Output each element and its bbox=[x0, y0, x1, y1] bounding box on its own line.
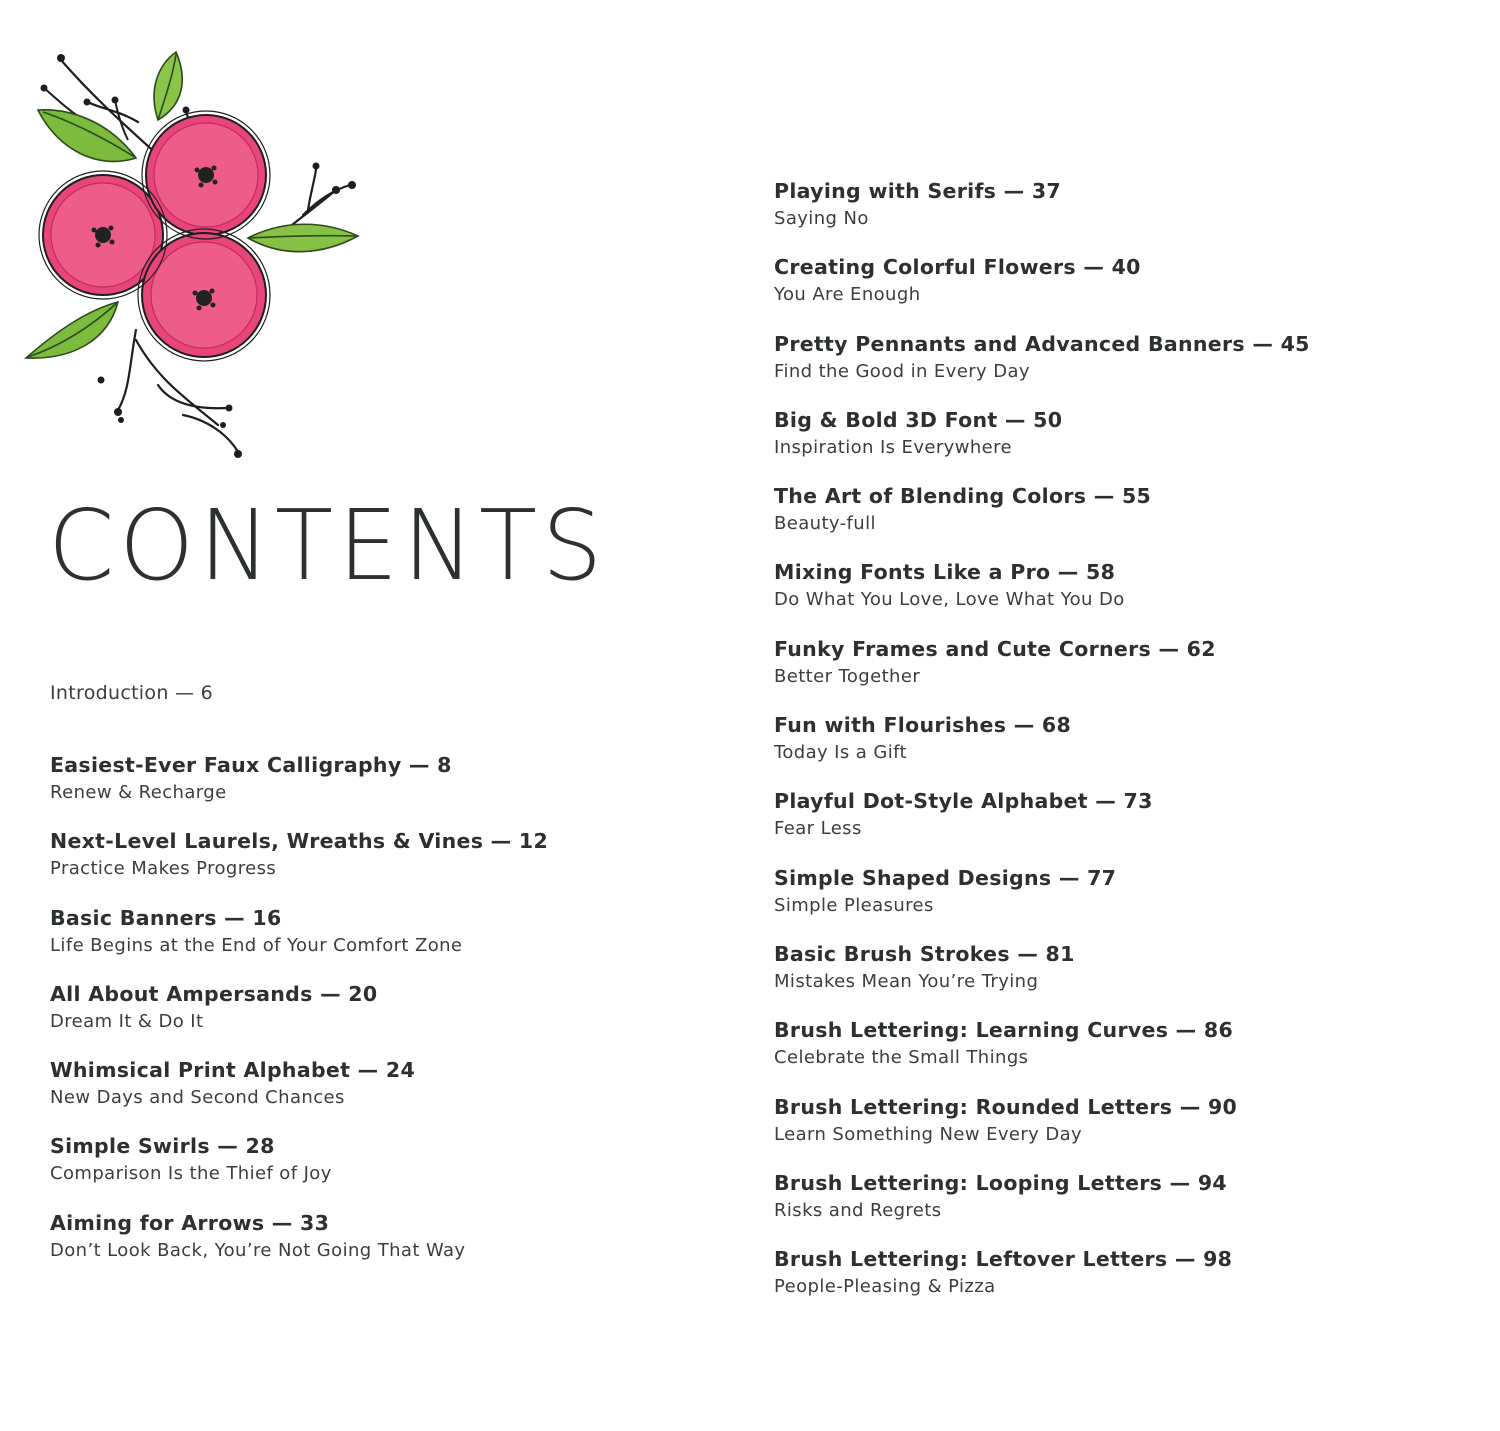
entry-title: Basic Banners — 16 bbox=[50, 905, 282, 930]
entry-title: Aiming for Arrows — 33 bbox=[50, 1210, 330, 1235]
toc-entry bbox=[774, 787, 1310, 863]
toc-entry bbox=[774, 482, 1310, 558]
toc-entry bbox=[50, 827, 548, 903]
toc-entry bbox=[50, 1132, 548, 1208]
entry-title: The Art of Blending Colors — 55 bbox=[774, 484, 1152, 509]
toc-entry bbox=[50, 980, 548, 1056]
toc-entry bbox=[774, 177, 1310, 253]
page-title: CONTENTS bbox=[48, 489, 608, 602]
toc-entry bbox=[774, 635, 1310, 711]
entry-title: Pretty Pennants and Advanced Banners — 45 bbox=[774, 331, 1310, 356]
toc-entry bbox=[774, 558, 1310, 634]
toc-entry bbox=[774, 1245, 1310, 1321]
toc-entry bbox=[774, 1016, 1310, 1092]
entry-subtitle: Comparison Is the Thief of Joy bbox=[50, 1163, 332, 1185]
entry-title: Playing with Serifs — 37 bbox=[774, 179, 1061, 203]
toc-entry bbox=[50, 751, 548, 827]
entry-title: Big & Bold 3D Font — 50 bbox=[774, 407, 1063, 432]
entry-subtitle: People-Pleasing & Pizza bbox=[774, 1276, 996, 1298]
entry-title: Next-Level Laurels, Wreaths & Vines — 12 bbox=[50, 829, 549, 854]
entry-title: Funky Frames and Cute Corners — 62 bbox=[774, 636, 1216, 661]
entry-subtitle: Celebrate the Small Things bbox=[774, 1047, 1029, 1069]
toc-entry bbox=[774, 1169, 1310, 1245]
entry-subtitle: Today Is a Gift bbox=[774, 742, 907, 764]
entry-subtitle: Do What You Love, Love What You Do bbox=[774, 589, 1125, 611]
entry-title: Fun with Flourishes — 68 bbox=[774, 713, 1072, 738]
entry-subtitle: Find the Good in Every Day bbox=[774, 360, 1030, 382]
entry-subtitle: Beauty-full bbox=[774, 513, 876, 535]
entry-subtitle: Inspiration Is Everywhere bbox=[774, 436, 1012, 458]
entry-title: Brush Lettering: Rounded Letters — 90 bbox=[774, 1094, 1238, 1119]
toc-entry bbox=[774, 330, 1310, 406]
toc-entry bbox=[774, 940, 1310, 1016]
toc-entry bbox=[774, 1093, 1310, 1169]
toc-entry bbox=[50, 1209, 548, 1285]
entry-subtitle: Fear Less bbox=[774, 818, 862, 840]
entry-subtitle: You Are Enough bbox=[774, 284, 921, 306]
flower-illustration bbox=[18, 40, 378, 470]
entry-subtitle: Life Begins at the End of Your Comfort Zone bbox=[50, 934, 463, 956]
toc-entry bbox=[774, 864, 1310, 940]
toc-entry bbox=[50, 1056, 548, 1132]
entry-title: Easiest-Ever Faux Calligraphy — 8 bbox=[50, 753, 452, 777]
entry-subtitle: Dream It & Do It bbox=[50, 1010, 204, 1032]
contents-list-left bbox=[50, 751, 548, 1285]
toc-entry bbox=[774, 406, 1310, 482]
entry-title: Brush Lettering: Learning Curves — 86 bbox=[774, 1018, 1234, 1043]
entry-subtitle: Practice Makes Progress bbox=[50, 858, 277, 880]
entry-title: Creating Colorful Flowers — 40 bbox=[774, 255, 1141, 280]
toc-entry bbox=[50, 904, 548, 980]
entry-subtitle: Better Together bbox=[774, 665, 921, 687]
entry-title: Basic Brush Strokes — 81 bbox=[774, 941, 1075, 966]
entry-title: Whimsical Print Alphabet — 24 bbox=[50, 1058, 416, 1083]
entry-title: Mixing Fonts Like a Pro — 58 bbox=[774, 560, 1116, 585]
entry-subtitle: Don’t Look Back, You’re Not Going That Way bbox=[50, 1239, 466, 1261]
entry-title: Simple Swirls — 28 bbox=[50, 1134, 275, 1159]
toc-entry bbox=[774, 711, 1310, 787]
entry-subtitle: Saying No bbox=[774, 208, 869, 229]
entry-title: Brush Lettering: Leftover Letters — 98 bbox=[774, 1247, 1233, 1272]
entry-title: Brush Lettering: Looping Letters — 94 bbox=[774, 1170, 1227, 1195]
entry-title: Playful Dot-Style Alphabet — 73 bbox=[774, 789, 1153, 814]
entry-subtitle: Renew & Recharge bbox=[50, 782, 227, 803]
entry-subtitle: Learn Something New Every Day bbox=[774, 1123, 1083, 1145]
entry-title: Simple Shaped Designs — 77 bbox=[774, 865, 1117, 890]
toc-entry bbox=[774, 253, 1310, 329]
entry-subtitle: Mistakes Mean You’re Trying bbox=[774, 970, 1039, 992]
entry-subtitle: Risks and Regrets bbox=[774, 1199, 942, 1221]
contents-list-right bbox=[774, 177, 1310, 1321]
entry-title: All About Ampersands — 20 bbox=[50, 981, 378, 1006]
entry-subtitle: Simple Pleasures bbox=[774, 894, 934, 916]
introduction-entry: Introduction — 6 bbox=[50, 682, 214, 704]
entry-subtitle: New Days and Second Chances bbox=[50, 1087, 345, 1109]
